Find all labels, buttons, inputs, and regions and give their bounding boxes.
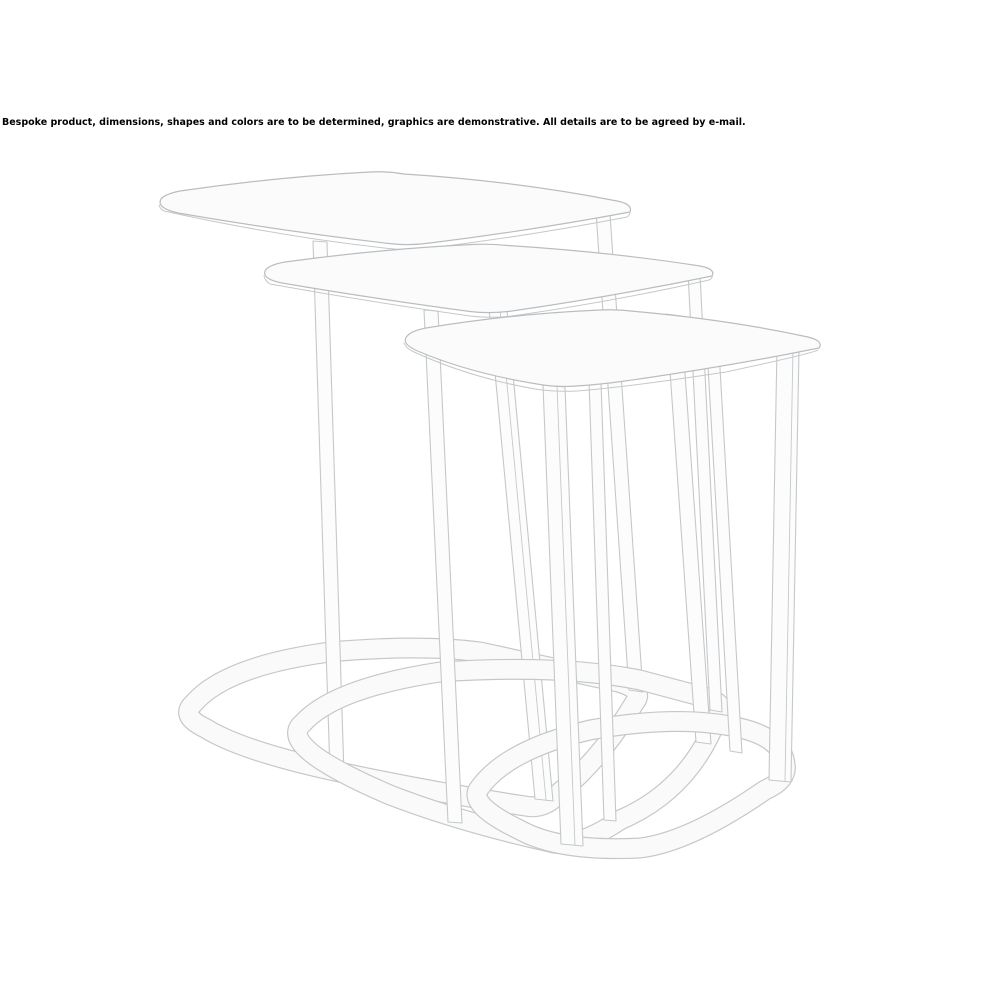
table-medium-top <box>264 244 713 317</box>
table-medium-leg-front-left <box>424 310 462 823</box>
table-small-top <box>404 310 820 392</box>
disclaimer-text: Bespoke product, dimensions, shapes and colors are to be determined, graphics are demonstrative. All details are to be agreed by e-mail. <box>2 117 746 128</box>
table-small-leg-front-right <box>769 347 799 782</box>
table-large-top <box>159 172 630 250</box>
